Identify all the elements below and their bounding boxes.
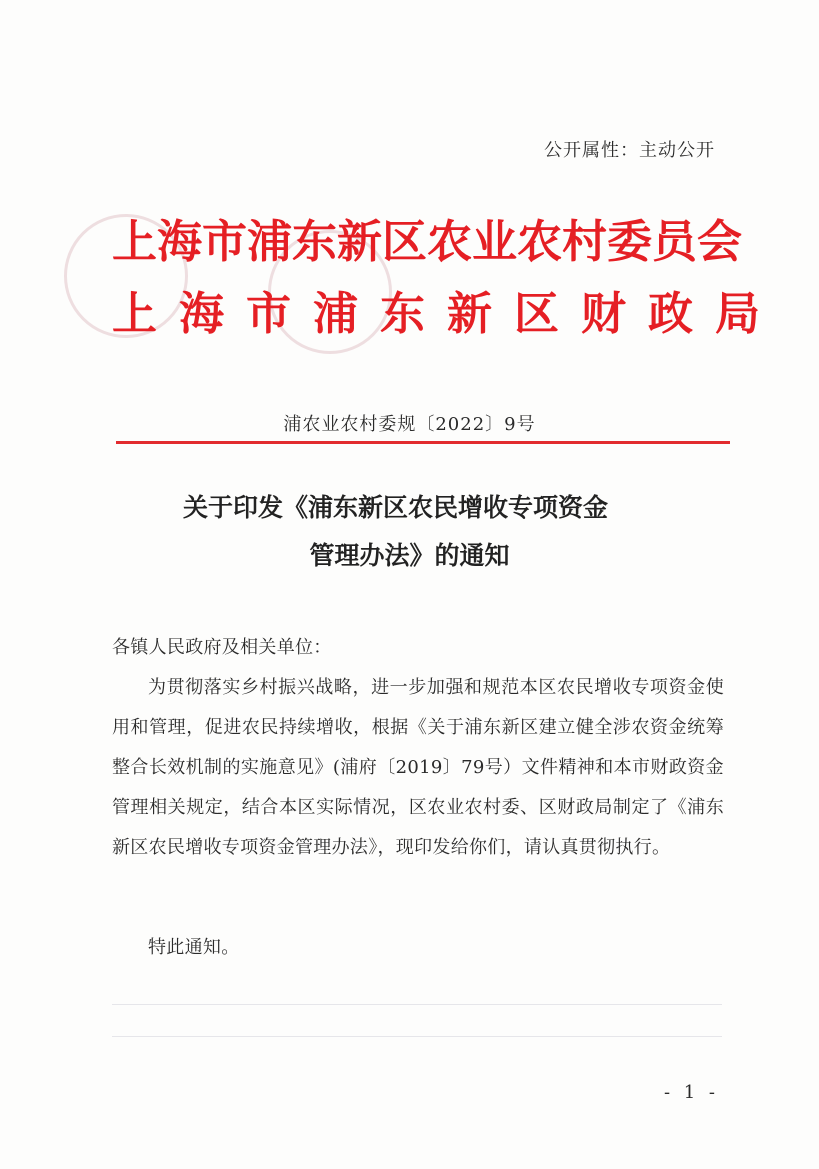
document-number: 浦农业农村委规〔2022〕9号 (283, 414, 536, 435)
salutation: 各镇人民政府及相关单位： (112, 637, 332, 658)
faint-divider (112, 1036, 722, 1037)
body-paragraph-text: 为贯彻落实乡村振兴战略，进一步加强和规范本区农民增收专项资金使用和管理，促进农民持续增收，根据《关于浦东新区建立健全涉农资金统筹整合长效机制的实施意见》(浦府〔2019〕79号）文件精神和本市财政资金管理相关规定，结合本区实际情况，区农业农村委、区财政局制定了《浦东新区农民增收专项资金管理办法》，现印发给你们，请认真贯彻执行。 (112, 677, 724, 858)
document-title-line-2: 管理办法》的通知 (309, 541, 510, 570)
document-title-line-1: 关于印发《浦东新区农民增收专项资金 (183, 493, 609, 522)
closing-remark: 特此通知。 (148, 937, 240, 958)
faint-divider (112, 1004, 722, 1005)
page-number: - 1 - (663, 1082, 719, 1103)
disclosure-attribute: 公开属性：主动公开 (544, 140, 715, 161)
red-separator-line (116, 441, 730, 444)
issuer-name-finance: 上海市浦东新区财政局 (112, 287, 783, 340)
issuer-name-agriculture: 上海市浦东新区农业农村委员会 (112, 215, 743, 268)
body-paragraph (112, 668, 724, 868)
